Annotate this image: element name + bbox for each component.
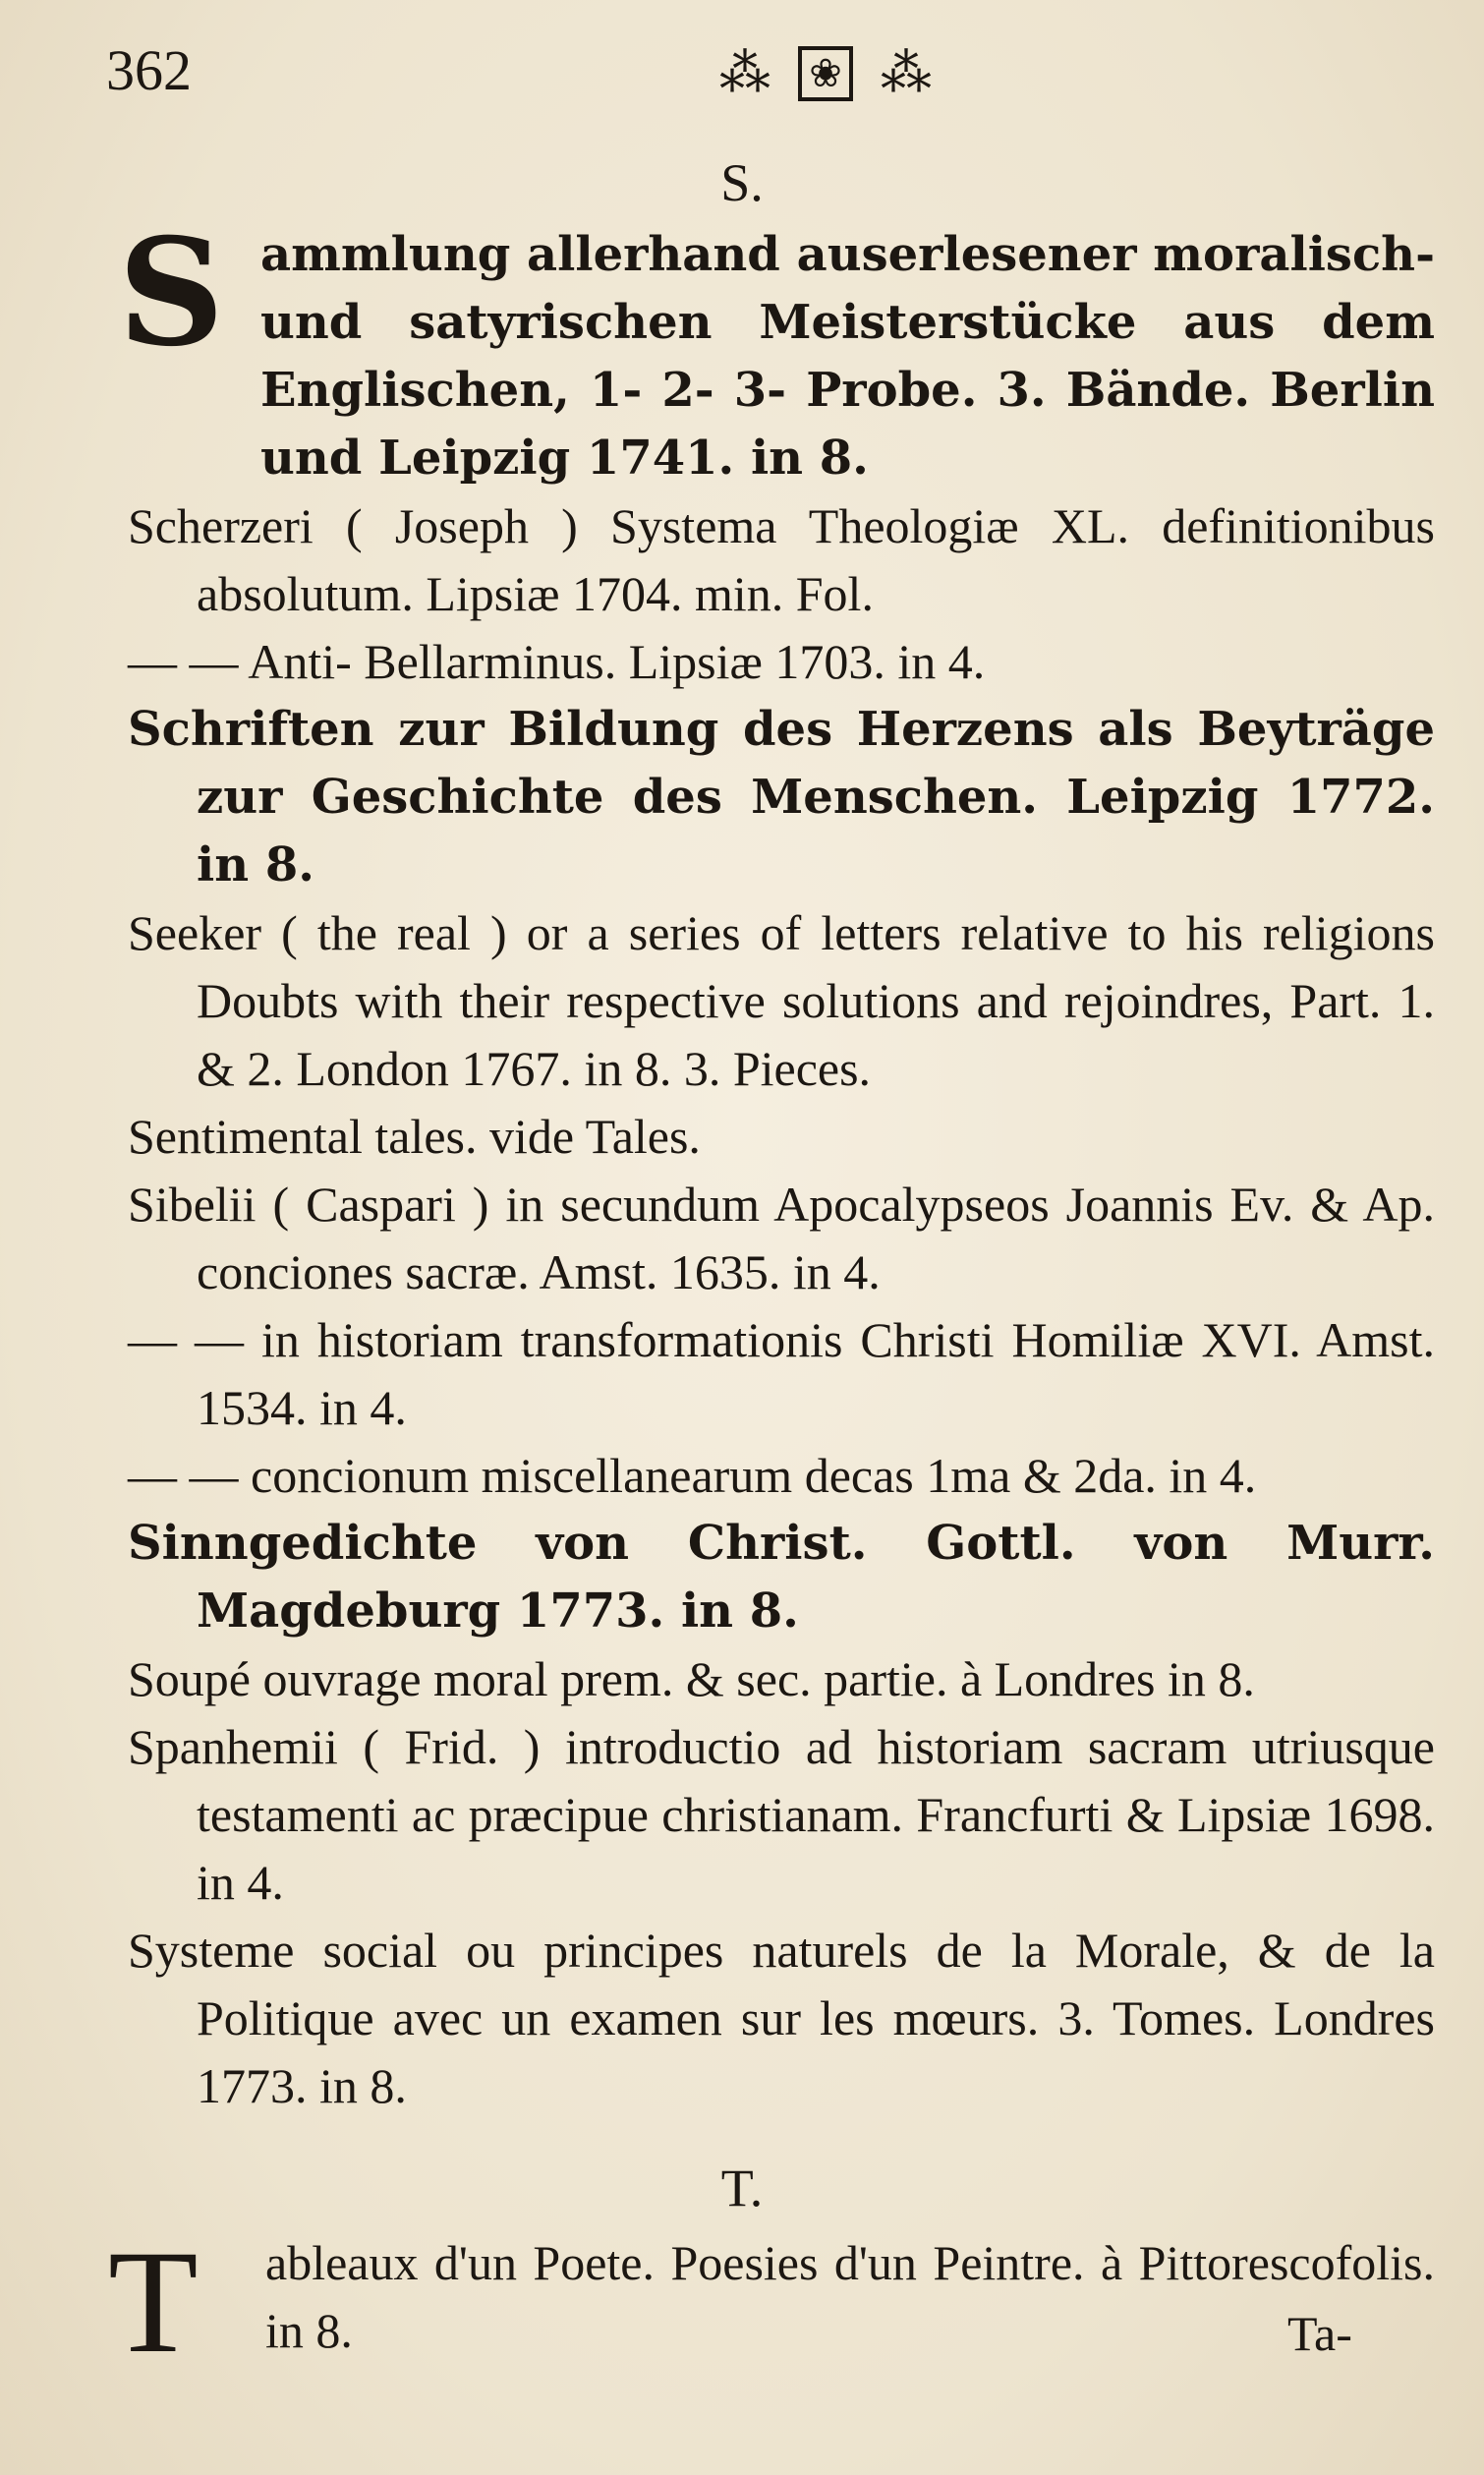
list-item: Soupé ouvrage moral prem. & sec. partie. à Londres in 8. xyxy=(128,1651,1255,1706)
list-item: Spanhemii ( Frid. ) introductio ad historiam sacram utriusque testamenti ac præcipue christianam. Francfurti & Lipsiæ 1698. in 4. xyxy=(128,1719,1435,1910)
drop-cap: S xyxy=(118,206,225,379)
catchword: Ta- xyxy=(1287,2306,1352,2361)
list-item: — — concionum miscellanearum decas 1ma & 2da. in 4. xyxy=(128,1448,1257,1503)
entry-list-t xyxy=(108,2220,1435,2384)
list-item: — — Anti- Bellarminus. Lipsiæ 1703. in 4. xyxy=(128,634,986,689)
page-number: 362 xyxy=(106,38,192,102)
list-item: — — in historiam transformationis Christi Homiliæ XVI. Amst. 1534. in 4. xyxy=(128,1312,1435,1435)
list-item: Sibelii ( Caspari ) in secundum Apocalypseos Joannis Ev. & Ap. conciones sacræ. Amst. 1635. in 4. xyxy=(128,1177,1435,1299)
list-item: S ammlung allerhand auserlesener moralisch- und satyrischen Meisterstücke aus dem Englischen, 1- 2- 3- Probe. 3. Bände. Berlin und Leipzig 1741. in 8. xyxy=(118,206,1435,486)
section-heading-s: S. xyxy=(720,153,764,212)
header-ornament xyxy=(590,39,1061,108)
ornament-center-icon: ❀ xyxy=(798,46,853,101)
list-item: Systeme social ou principes naturels de la Morale, & de la Politique avec un examen sur les mœurs. 3. Tomes. Londres 1773. in 8. xyxy=(128,1923,1435,2113)
section-heading-t: T. xyxy=(720,2158,764,2217)
drop-cap: T xyxy=(108,2220,199,2384)
list-item: Scherzeri ( Joseph ) Systema Theologiæ XL. definitionibus absolutum. Lipsiæ 1704. min. Fol. xyxy=(128,498,1435,621)
page-header xyxy=(98,29,1396,118)
ornament-right-icon: ⁂ xyxy=(881,44,932,103)
entry-list-s xyxy=(118,206,1435,2120)
list-item: Seeker ( the real ) or a series of letters relative to his religions Doubts with their respective solutions and rejoindres, Part. 1. & 2. London 1767. in 8. 3. Pieces. xyxy=(128,905,1435,1096)
list-item: Sinngedichte von Christ. Gottl. von Murr. Magdeburg 1773. in 8. xyxy=(128,1516,1435,1639)
list-item: Sentimental tales. vide Tales. xyxy=(128,1109,701,1164)
list-item: T ableaux d'un Poete. Poesies d'un Peintre. à Pittorescofolis. in 8. xyxy=(108,2220,1435,2384)
ornament-left-icon: ⁂ xyxy=(719,44,771,103)
list-item: Schriften zur Bildung des Herzens als Beyträge zur Geschichte des Menschen. Leipzig 1772. in 8. xyxy=(128,702,1435,892)
